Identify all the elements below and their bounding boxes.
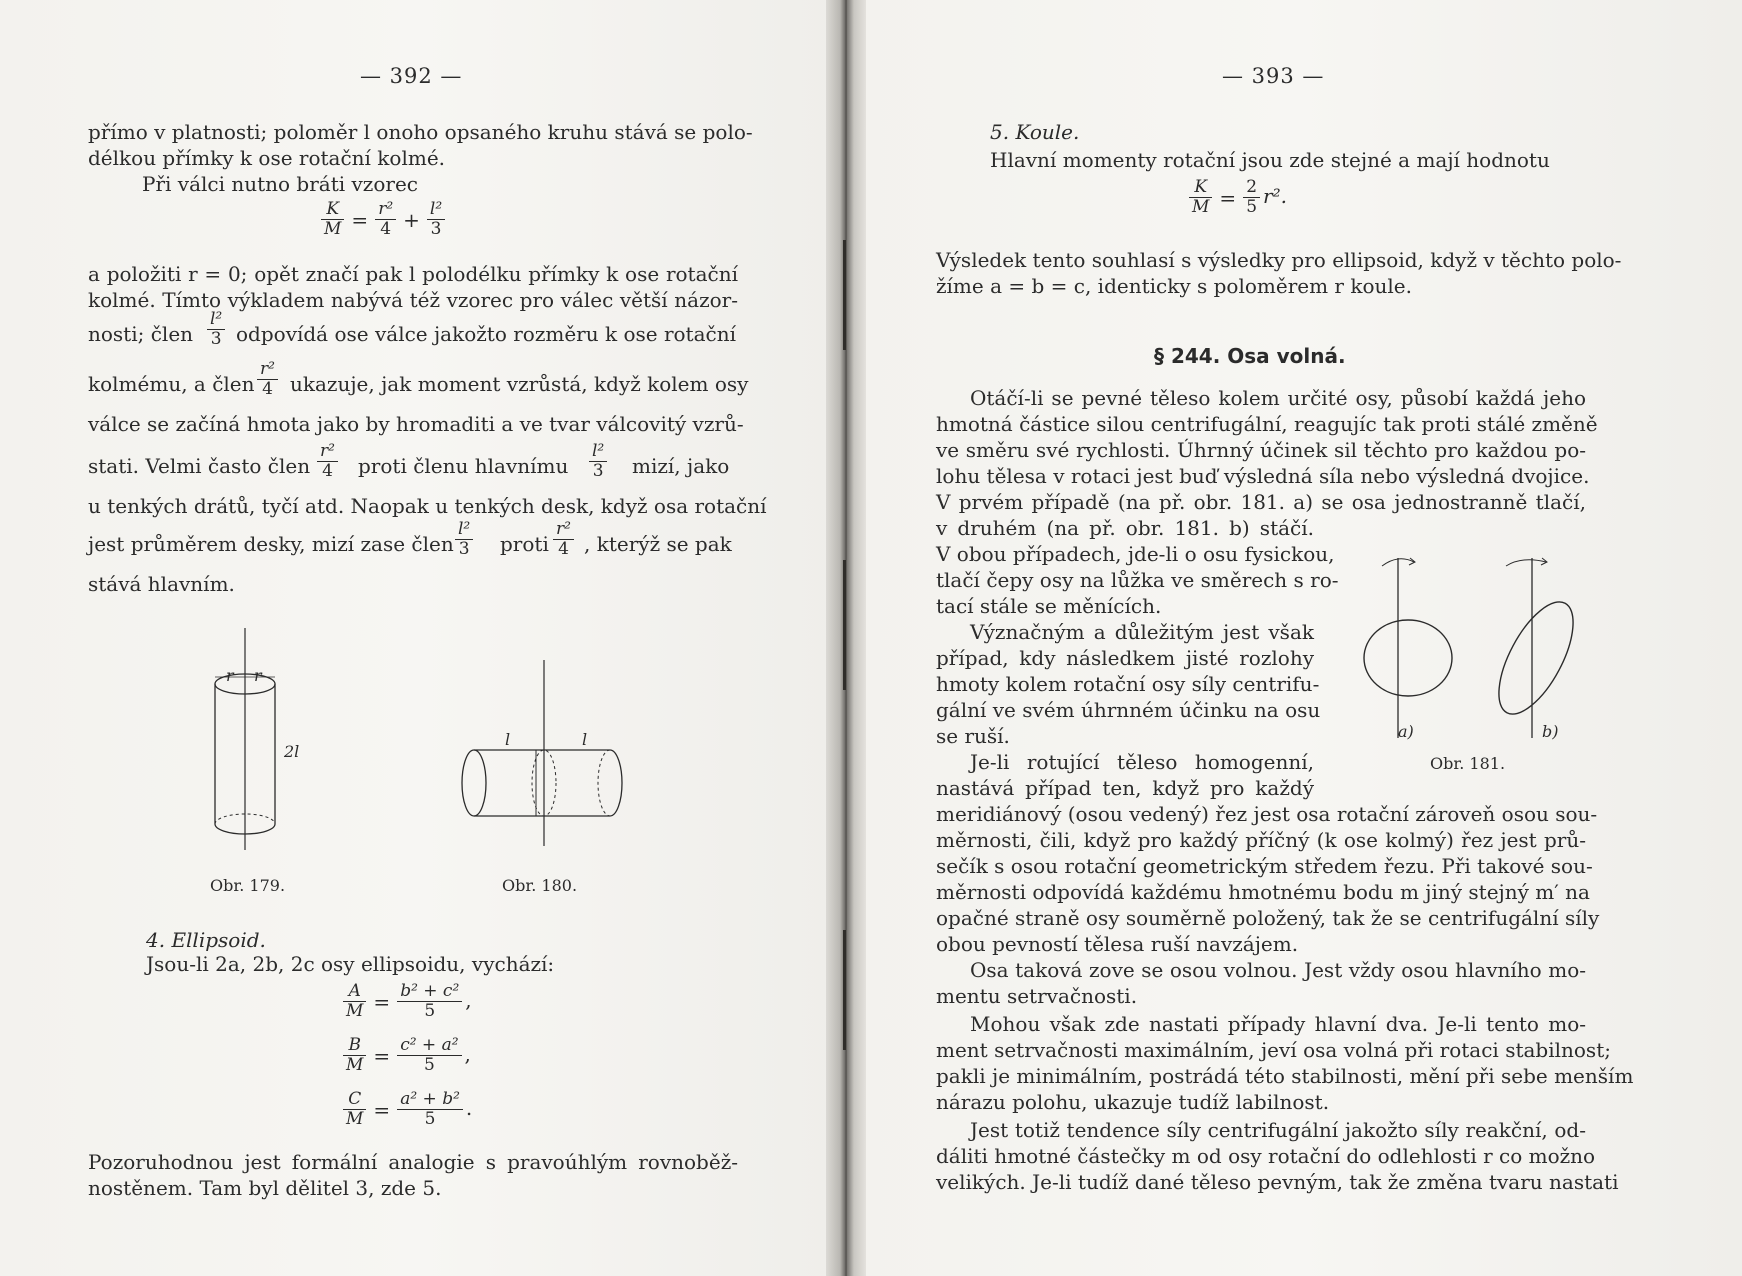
inline-fraction: $\frac{\text{l²}}{3}$	[586, 442, 610, 481]
text-line: nastává případ ten, když pro každý	[936, 776, 1314, 800]
text-line: proti	[500, 532, 549, 556]
text-line: tací stále se měnících.	[936, 594, 1162, 618]
text-line: kolmé. Tímto výkladem nabývá též vzorec pro válec větší názor-	[88, 288, 738, 312]
text-line: , kterýž se pak	[584, 532, 732, 556]
formula-koule: $\frac{K}{M}$ = $\frac{2}{5}$ r².	[1186, 178, 1287, 217]
text-line: pakli je minimálním, postrádá této stabilnosti, mění při sebe menším	[936, 1064, 1634, 1088]
text-line: lohu tělesa v rotaci jest buď výsledná síla nebo výsledná dvojice.	[936, 464, 1590, 488]
text-line: jest průměrem desky, mizí zase člen	[88, 532, 454, 556]
caption-figure-179: Obr. 179.	[210, 876, 286, 895]
text-line: se ruší.	[936, 724, 1010, 748]
inline-fraction: $\frac{\text{l²}}{3}$	[204, 310, 228, 349]
text-line: odpovídá ose válce jakožto rozměru k ose rotační	[236, 322, 736, 346]
page-number-right: — 393 —	[1222, 64, 1325, 88]
caption-figure-180: Obr. 180.	[502, 876, 578, 895]
text-line: Otáčí-li se pevné těleso kolem určité osy, působí každá jeho	[970, 386, 1586, 410]
text-line: hmoty kolem rotační osy síly centrifu-	[936, 672, 1320, 696]
text-line: přímo v platnosti; poloměr l onoho opsaného kruhu stává se polo-	[88, 120, 753, 144]
text-line: Jest totiž tendence síly centrifugální jakožto síly reakční, od-	[970, 1118, 1586, 1142]
figure-179-cylinder	[200, 624, 320, 854]
text-line: Osa taková zove se osou volnou. Jest vždy osou hlavního mo-	[970, 958, 1586, 982]
text-line: délkou přímky k ose rotační kolmé.	[88, 146, 446, 170]
inline-fraction: $\frac{\text{r²}}{4}$	[254, 360, 281, 399]
text-line: Význačným a důležitým jest však	[970, 620, 1314, 644]
text-line: a položiti r = 0; opět značí pak l polodélku přímky k ose rotační	[88, 262, 738, 286]
text-line: měrnosti, čili, když pro každý příčný (k ose kolmý) řez jest prů-	[936, 828, 1586, 852]
text-line: kolmému, a člen	[88, 372, 255, 396]
figure-180-cylinder	[452, 660, 638, 850]
label-a: a)	[1398, 722, 1414, 741]
text-line: žíme a = b = c, identicky s poloměrem r koule.	[936, 274, 1412, 298]
page-number-left: — 392 —	[360, 64, 463, 88]
inline-fraction: $\frac{\text{r²}}{4}$	[314, 442, 341, 481]
formula-ellipsoid-b: $\frac{B}{M}$ = $\frac{\text{c² + a²}}{5}$ ,	[340, 1036, 471, 1075]
text-line: obou pevností tělesa ruší navzájem.	[936, 932, 1299, 956]
inline-fraction: $\frac{\text{r²}}{4}$	[550, 520, 577, 559]
text-line: V prvém případě (na př. obr. 181. a) se osa jednostranně tlačí,	[936, 490, 1586, 514]
left-page	[0, 0, 840, 1276]
text-line: ukazuje, jak moment vzrůstá, když kolem osy	[290, 372, 749, 396]
text-line: dáliti hmotné částečky m od osy rotační do odlehlosti r co možno	[936, 1144, 1596, 1168]
text-line: V obou případech, jde-li o osu fysickou,	[936, 542, 1335, 566]
label-2l: 2l	[284, 742, 300, 761]
label-l: l	[505, 730, 511, 749]
binding-stitch	[843, 240, 846, 350]
text-line: sečík s osou rotační geometrickým středem řezu. Při takové sou-	[936, 854, 1593, 878]
text-line: ve směru své rychlosti. Úhrnný účinek sil těchto pro každou po-	[936, 438, 1586, 462]
inline-fraction: $\frac{\text{l²}}{3}$	[452, 520, 476, 559]
text-line: případ, kdy následkem jisté rozlohy	[936, 646, 1314, 670]
text-line: Jsou-li 2a, 2b, 2c osy ellipsoidu, vychází:	[146, 952, 555, 976]
label-r: r	[254, 666, 262, 685]
text-line: stává hlavním.	[88, 572, 235, 596]
text-line: velikých. Je-li tudíž dané těleso pevným, tak že změna tvaru nastati	[936, 1170, 1619, 1194]
formula-ellipsoid-a: $\frac{A}{M}$ = $\frac{\text{b² + c²}}{5}$ ,	[340, 982, 472, 1021]
text-line: tlačí čepy osy na lůžka ve směrech s ro-	[936, 568, 1339, 592]
text-line: v druhém (na př. obr. 181. b) stáčí.	[936, 516, 1314, 540]
heading-ellipsoid: 4. Ellipsoid.	[146, 928, 266, 952]
text-line: stati. Velmi často člen	[88, 454, 311, 478]
label-b: b)	[1542, 722, 1559, 741]
binding-stitch	[843, 560, 846, 690]
formula-ellipsoid-c: $\frac{C}{M}$ = $\frac{\text{a² + b²}}{5}$ .	[340, 1090, 472, 1129]
section-heading: § 244. Osa volná.	[1154, 344, 1346, 368]
text-line: válce se začíná hmota jako by hromaditi a ve tvar válcovitý vzrů-	[88, 412, 744, 436]
text-line: nárazu polohu, ukazuje tudíž labilnost.	[936, 1090, 1330, 1114]
text-line: mentu setrvačnosti.	[936, 984, 1138, 1008]
text-line: ment setrvačnosti maximálním, jeví osa volná při rotaci stabilnost;	[936, 1038, 1611, 1062]
text-line: opačné straně osy souměrně položený, tak že se centrifugální síly	[936, 906, 1600, 930]
heading-koule: 5. Koule.	[990, 120, 1080, 144]
text-line: proti členu hlavnímu	[358, 454, 569, 478]
text-line: nostěnem. Tam byl dělitel 3, zde 5.	[88, 1176, 442, 1200]
text-line: nosti; člen	[88, 322, 194, 346]
label-r: r	[226, 666, 234, 685]
text-line: Hlavní momenty rotační jsou zde stejné a mají hodnotu	[990, 148, 1550, 172]
text-line: Při válci nutno bráti vzorec	[142, 172, 418, 196]
text-line: měrnosti odpovídá každému hmotnému bodu m jiný stejný m′ na	[936, 880, 1590, 904]
text-line: Mohou však zde nastati případy hlavní dva. Je-li tento mo-	[970, 1012, 1586, 1036]
text-line: u tenkých drátů, tyčí atd. Naopak u tenkých desk, když osa rotační	[88, 494, 767, 518]
text-line: hmotná částice silou centrifugální, reagujíc tak proti stálé změně	[936, 412, 1598, 436]
text-line: gální ve svém úhrnném účinku na osu	[936, 698, 1321, 722]
label-l: l	[582, 730, 588, 749]
text-line: meridiánový (osou vedený) řez jest osa rotační zároveň osou sou-	[936, 802, 1598, 826]
book-gutter	[826, 0, 866, 1276]
text-line: Pozoruhodnou jest formální analogie s pravoúhlým rovnoběž-	[88, 1150, 738, 1174]
text-line: Je-li rotující těleso homogenní,	[970, 750, 1314, 774]
text-line: mizí, jako	[632, 454, 730, 478]
text-line: Výsledek tento souhlasí s výsledky pro ellipsoid, když v těchto polo-	[936, 248, 1622, 272]
binding-stitch	[843, 930, 846, 1050]
figure-181-rotation-axes	[1350, 550, 1590, 740]
caption-figure-181: Obr. 181.	[1430, 754, 1506, 773]
formula-cylinder: $\frac{K}{M}$ = $\frac{\text{r²}}{4}$ + $\frac{\text{l²}}{3}$	[318, 200, 448, 239]
